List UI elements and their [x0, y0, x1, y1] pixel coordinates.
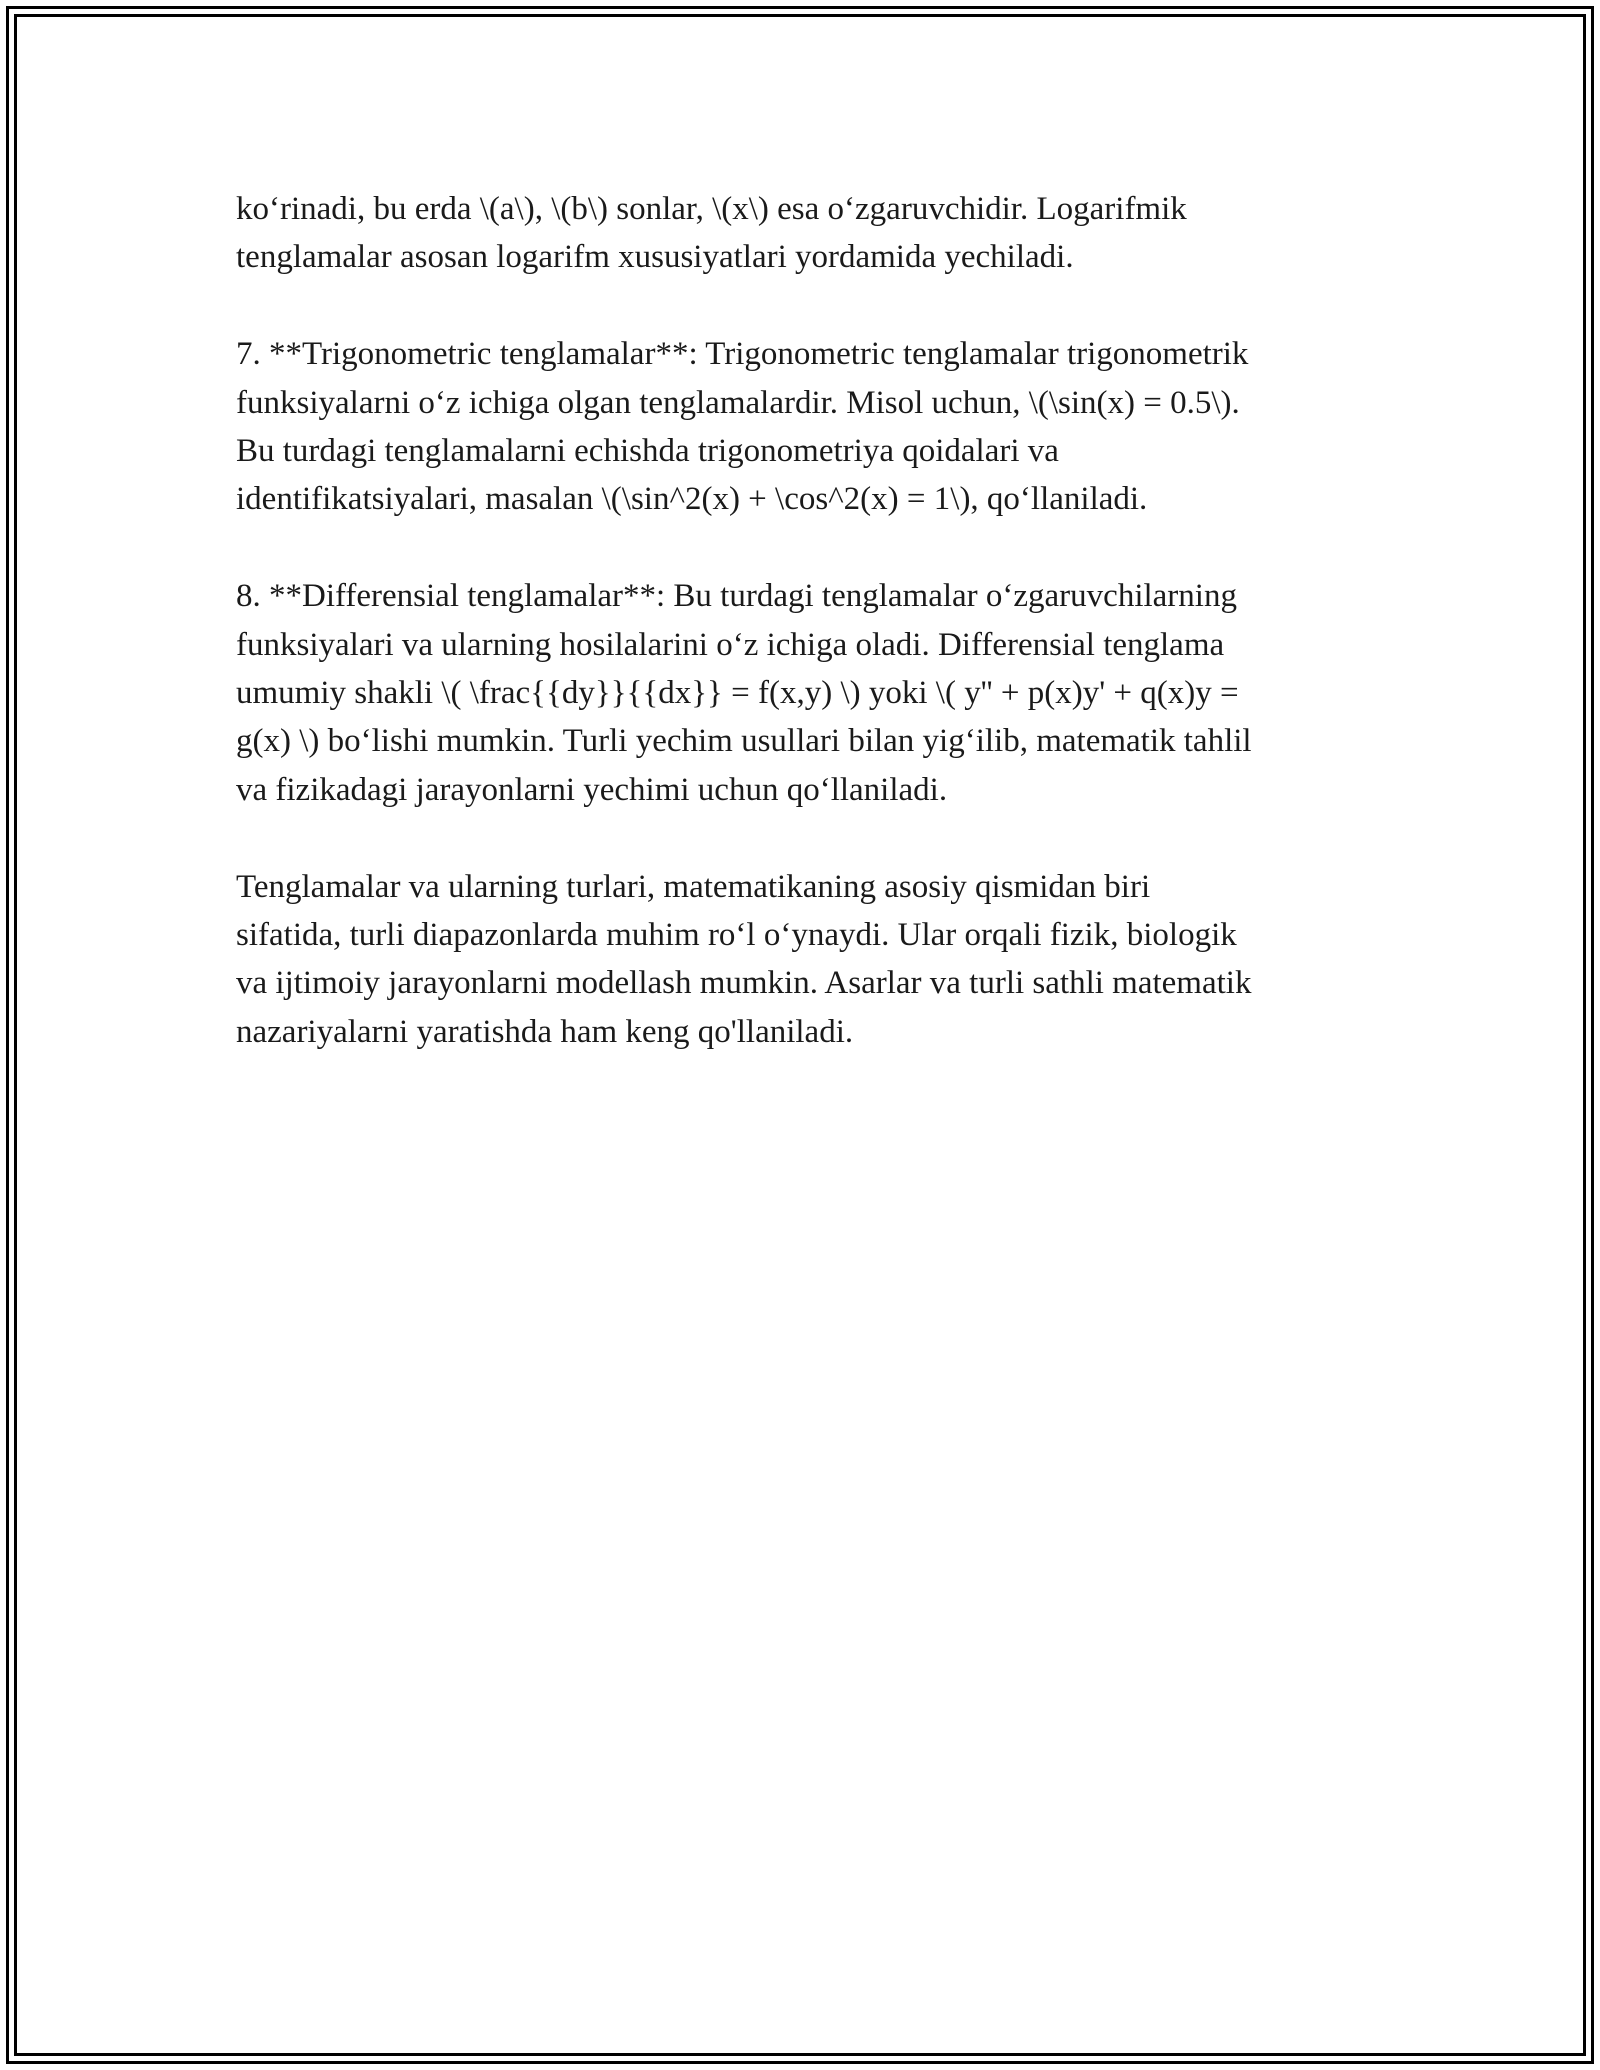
paragraph-trigonometric-equations: 7. **Trigonometric tenglamalar**: Trigonometric tenglamalar trigonometrik funksiyalarni o‘z ichiga olgan tenglamalardir. Misol uchun, \(\sin(x) = 0.5\). Bu turdagi tenglamalarni echishda trigonometriya qoidalari va identifikatsiyalari, masalan \(\sin^2(x) + \cos^2(x) = 1\), qo‘llaniladi. — [236, 336, 1249, 518]
paragraph-differential-equations: 8. **Differensial tenglamalar**: Bu turdagi tenglamalar o‘zgaruvchilarning funksiyalari va ularning hosilalarini o‘z ichiga oladi. Differensial tenglama umumiy shakli \( \frac{{dy}}{{dx}} = f(x,y) \) yoki \( y'' + p(x)y' + q(x)y = g(x) \) bo‘lishi mumkin. Turli yechim usullari bilan yig‘ilib, matematik tahlil va fizikadagi jarayonlarni yechimi uchun qo‘llaniladi. — [236, 578, 1252, 808]
document-body — [236, 185, 1366, 1105]
paragraph-logarithmic-end: ko‘rinadi, bu erda \(a\), \(b\) sonlar, \(x\) esa o‘zgaruvchidir. Logarifmik tenglamalar asosan logarifm xususiyatlari yordamida yechiladi. — [236, 191, 1187, 276]
paragraph-conclusion: Tenglamalar va ularning turlari, matematikaning asosiy qismidan biri sifatida, turli diapazonlarda muhim ro‘l o‘ynaydi. Ular orqali fizik, biologik va ijtimoiy jarayonlarni modellash mumkin. Asarlar va turli sathli matematik nazariyalarni yaratishda ham keng qo'llaniladi. — [236, 868, 1252, 1050]
